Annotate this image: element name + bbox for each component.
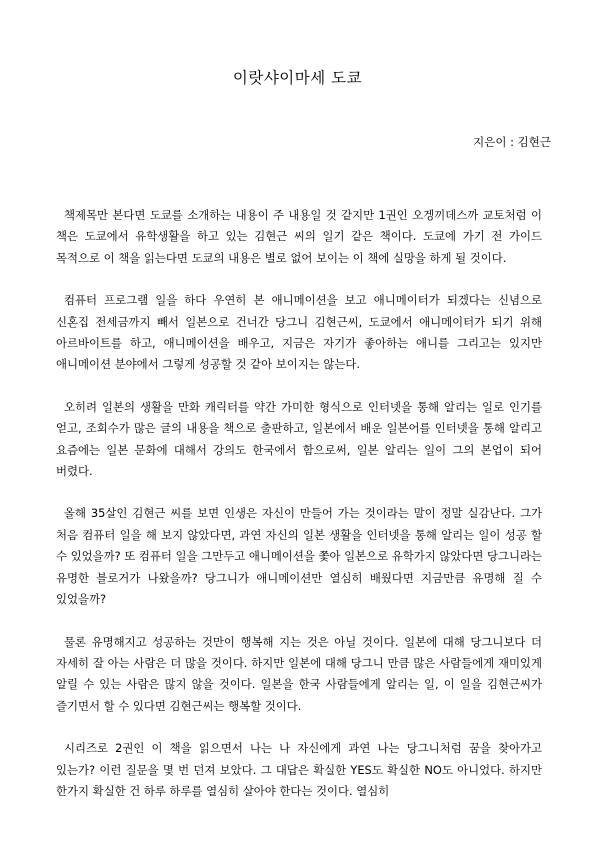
paragraph: 오히려 일본의 생활을 만화 캐릭터를 약간 가미한 형식으로 인터넷을 통해 알리는 일로 인기를 얻고, 조회수가 많은 글의 내용을 책으로 출판하고, 일본에서 배운 일본어를 인터넷을 통해 알리고 요즘에는 일본 문화에 대해서 강의도 한국에서 함으로써, 일본 알리는 일이 그의 본업이 되어 버렸다. <box>56 399 542 479</box>
paragraph: 물론 유명해지고 성공하는 것만이 행복해 지는 것은 아닐 것이다. 일본에 대해 당그니보다 더 자세히 잘 아는 사람은 더 많을 것이다. 하지만 일본에 대해 당그니 만큼 많은 사람들에게 재미있게 알릴 수 있는 사람은 많지 않을 것이다. 일본을 한국 사람들에게 알리는 일, 이 일을 김현근씨가 즐기면서 할 수 있다면 김현근씨는 행복할 것이다. <box>56 634 542 713</box>
paragraph: 올해 35살인 김현근 씨를 보면 인생은 자신이 만들어 가는 것이라는 말이 정말 실감난다. 그가 처음 컴퓨터 일을 해 보지 않았다면, 과연 자신의 일본 생활을 인터넷을 통해 알리는 일이 성공 할 수 있었을까? 또 컴퓨터 일을 그만두고 애니메이션을 쫓아 일본으로 유학가지 않았다면 당그니라는 유명한 블로거가 나왔을까? 당그니가 애니메이션만 열심히 배웠다면 지금만큼 유명해 질 수 있었을까? <box>56 506 543 607</box>
document-title: 이랏샤이마세 도쿄 <box>232 69 363 87</box>
author-line: 지은이 : 김현근 <box>473 135 551 149</box>
paragraph: 시리즈로 2권인 이 책을 읽으면서 나는 나 자신에게 과연 나는 당그니처럼 꿈을 찾아가고 있는가? 이런 질문을 몇 번 던져 보았다. 그 대답은 확실한 YES도 확실한 NO도 아니었다. 하지만 한가지 확실한 건 하루 하루를 열심히 살아야 한다는 것이다. 열심히 <box>56 741 542 798</box>
paragraph: 컴퓨터 프로그램 일을 하다 우연히 본 애니메이션을 보고 애니메이터가 되겠다는 신념으로 신혼집 전세금까지 빼서 일본으로 건너간 당그니 김현근씨, 도쿄에서 애니메이터가 되기 위해 아르바이트를 하고, 애니메이션을 배우고, 지금은 자기가 좋아하는 애니를 그리고는 있지만 애니메이션 분야에서 그렇게 성공할 것 같아 보이지는 않는다. <box>56 293 542 372</box>
paragraph: 책제목만 본다면 도쿄를 소개하는 내용이 주 내용일 것 같지만 1권인 오겡끼데스까 교토처럼 이 책은 도쿄에서 유학생활을 하고 있는 김현근 씨의 일기 같은 책이다. 도쿄에 가기 전 가이드 목적으로 이 책을 읽는다면 도쿄의 내용은 별로 없어 보이는 이 책에 실망을 하게 될 것이다. <box>56 208 542 265</box>
document-body <box>56 205 542 823</box>
